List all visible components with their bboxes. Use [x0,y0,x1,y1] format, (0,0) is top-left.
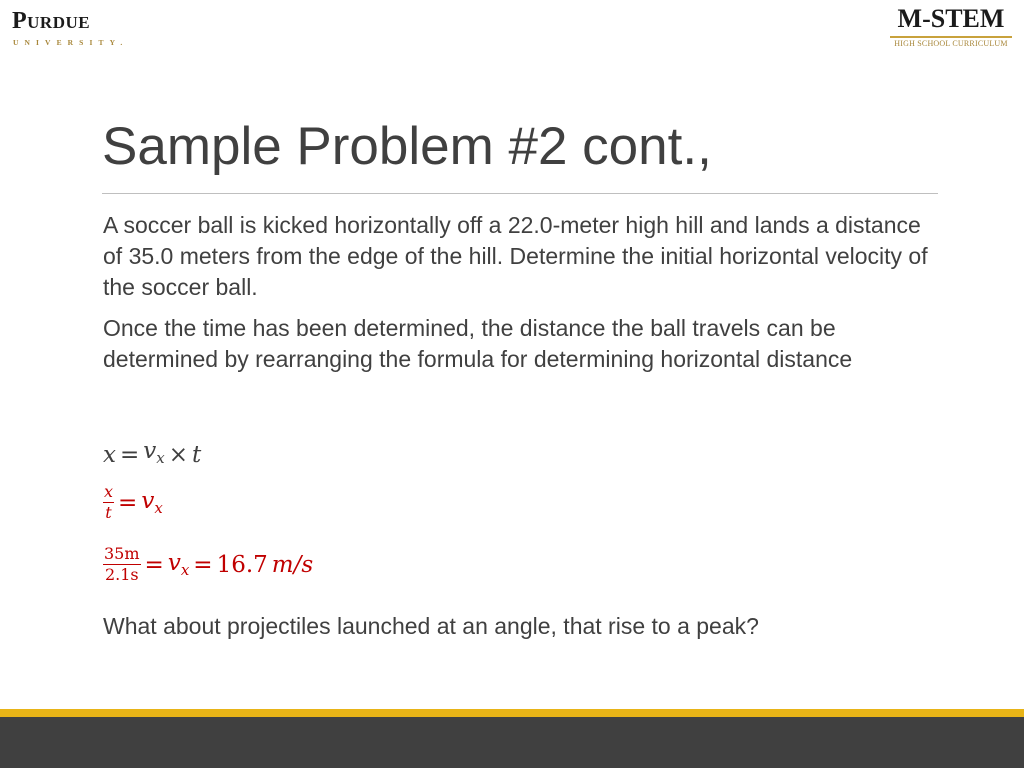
eq3-velocity [168,550,189,579]
purdue-logo [12,8,137,48]
eq3-numerator: 35m [104,544,140,563]
title-divider [102,193,938,194]
eq2-v: v [141,488,155,514]
eq3-v: v [167,550,181,576]
slide-title: Sample Problem #2 cont., [102,117,712,176]
eq3-fraction [103,544,141,585]
purdue-logo-name: Purdue [12,8,91,34]
footer-dark-band [0,717,1024,768]
eq3-value: 16.7 [216,551,268,578]
mstem-logo-rule [890,36,1012,38]
mstem-logo [886,4,1016,50]
problem-paragraph: A soccer ball is kicked horizontally off a 22.0-meter high hill and lands a distance of 35.0 meters from the edge of the hill. Determine the initial horizontal velocity of the soccer ball. [103,212,928,300]
eq1-equals: = [119,441,140,468]
eq2-v-sub: x [154,499,163,517]
equation-velocity-result [103,544,313,585]
purdue-logo-subtitle: UNIVERSITY. [13,38,129,47]
equation-distance [103,434,201,475]
eq1-v: v [143,438,157,464]
eq2-velocity [141,488,162,517]
eq1-velocity [143,434,164,475]
eq3-equals: = [144,551,164,578]
eq3-denominator: 2.1s [104,565,139,584]
explanation-paragraph: Once the time has been determined, the distance the ball travels can be determined by rearranging the formula for determining horizontal distance [103,315,853,372]
eq3-v-sub: x [180,561,190,579]
closing-question: What about projectiles launched at an angle, that rise to a peak? [103,613,759,639]
equation-velocity-rearranged [103,482,163,523]
mstem-logo-subtitle: HIGH SCHOOL CURRICULUM [894,39,1008,48]
eq1-x: x [103,441,116,468]
eq1-v-sub: x [156,449,165,467]
eq1-times: × [168,441,189,468]
eq1-t: t [192,441,202,468]
footer-gold-band [0,709,1024,717]
slide-body [103,210,943,375]
eq3-equals-2: = [193,551,213,578]
eq2-numerator: x [104,482,114,501]
eq3-unit: m/s [271,551,314,578]
eq2-denominator: t [105,503,112,522]
eq2-fraction [103,482,114,523]
mstem-logo-name: M-STEM [897,4,1005,33]
eq2-equals: = [118,489,138,516]
